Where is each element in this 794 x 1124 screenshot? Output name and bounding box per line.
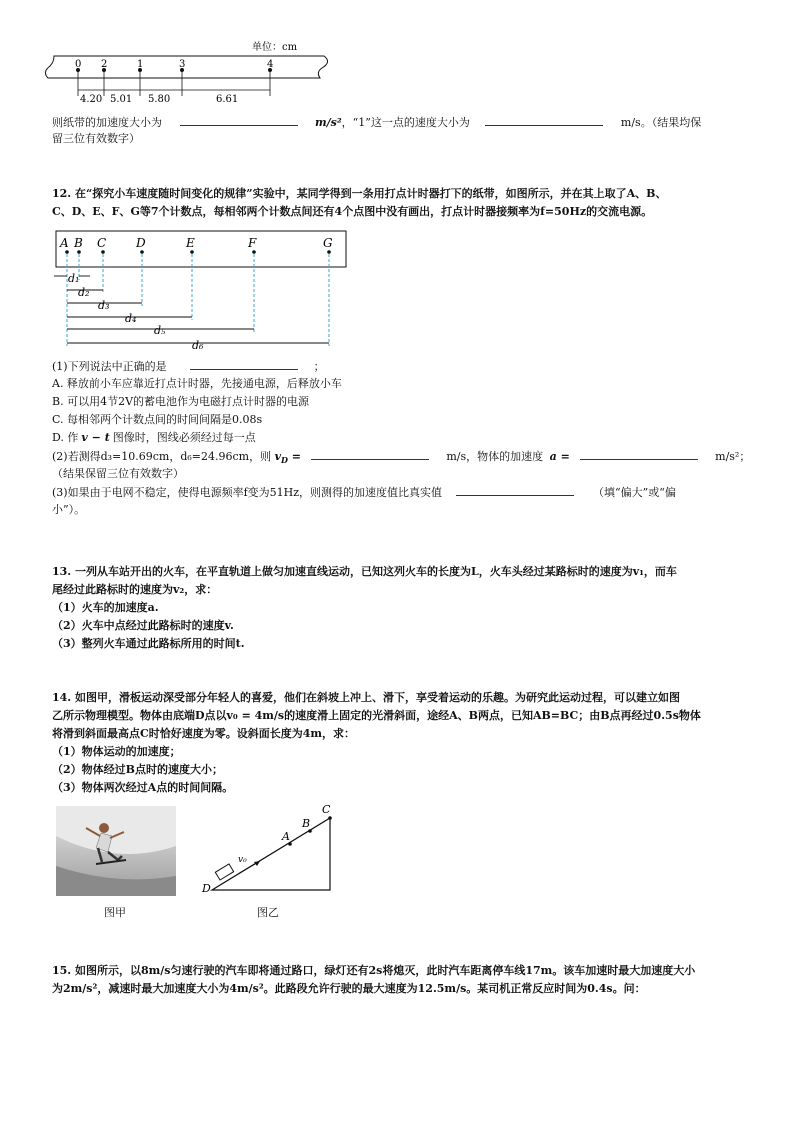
point-B-label: B	[302, 817, 311, 830]
q12-blank-1[interactable]	[190, 357, 298, 370]
q14-stem-line3: 将滑到斜面最高点C时恰好速度为零。设斜面长度为4m，求：	[52, 727, 356, 740]
fig1-caption: 图甲	[104, 906, 126, 919]
tape-point-1: 1	[137, 59, 144, 70]
distance-0-2: 4.20	[80, 94, 103, 105]
label-d1: d₁	[68, 272, 80, 285]
q11-line2: 留三位有效数字）	[52, 132, 140, 145]
label-d3: d₃	[98, 299, 110, 312]
ticker-tape-figure-top	[40, 36, 340, 106]
tape-point-3: 3	[179, 59, 186, 70]
q14-stem-line2: 乙所示物理模型。物体由底端D点以v₀ = 4m/s的速度滑上固定的光滑斜面，途经A、B两点，已知AB=BC；由B点再经过0.5s物体	[52, 709, 701, 722]
q13-item-3: （3）整列火车通过此路标所用的时间t.	[52, 637, 245, 650]
point-A: A	[60, 236, 69, 250]
q13-item-2: （2）火车中点经过此路标时的速度v.	[52, 619, 234, 632]
q12-sub2-line2: （结果保留三位有效数字）	[52, 467, 184, 480]
label-d4: d₄	[125, 312, 137, 325]
q12-stem-line1: 12. 在“探究小车速度随时间变化的规律”实验中，某同学得到一条用打点计时器打下的纸带，如图所示，并在其上取了A、B、	[52, 187, 667, 200]
point-G: G	[323, 236, 333, 250]
skateboard-photo	[56, 806, 176, 896]
point-D: D	[136, 236, 146, 250]
q12-blank-a[interactable]	[580, 447, 698, 460]
point-D-label: D	[202, 882, 211, 895]
q12-blank-3[interactable]	[456, 483, 574, 496]
q13-stem-line2: 尾经过此路标时的速度为v₂，求：	[52, 583, 218, 596]
q12-option-a: A. 释放前小车应靠近打点计时器，先接通电源，后释放小车	[52, 377, 342, 390]
q14-item-1: （1）物体运动的加速度；	[52, 745, 181, 758]
q15-stem-line2: 为2m/s²，减速时最大加速度大小为4m/s²。此路段允许行驶的最大速度为12.5m/s。某司机正常反应时间为0.4s。问：	[52, 982, 646, 995]
q14-item-3: （3）物体两次经过A点的时间间隔。	[52, 781, 234, 794]
q12-option-b: B. 可以用4节2V的蓄电池作为电磁打点计时器的电源	[52, 395, 310, 408]
tape-point-2: 2	[101, 59, 108, 70]
point-C-label: C	[322, 803, 331, 816]
point-F: F	[248, 236, 257, 250]
point-C: C	[97, 236, 107, 250]
distance-1-3: 5.80	[148, 94, 171, 105]
point-E: E	[186, 236, 195, 250]
q12-sub3: (3)如果由于电网不稳定，使得电源频率f变为51Hz，则测得的加速度值比真实值 （填“偏大”或“偏	[52, 483, 676, 502]
label-d2: d₂	[78, 286, 90, 299]
q11-line1: 则纸带的加速度大小为 m/s²，“1”这一点的速度大小为 m/s。（结果均保	[52, 113, 701, 132]
fig2-caption: 图乙	[257, 906, 279, 919]
q12-sub3-line2: 小”）。	[52, 503, 86, 516]
unit-label: 单位：cm	[252, 42, 298, 53]
q13-item-1: （1）火车的加速度a.	[52, 601, 159, 614]
q12-option-d: D. 作 v − t 图像时，图线必须经过每一点	[52, 431, 256, 444]
q11-blank-acceleration[interactable]	[180, 113, 298, 126]
q12-stem-line2: C、D、E、F、G等7个计数点，每相邻两个计数点间还有4个点图中没有画出，打点计时器接频率为f=50Hz的交流电源。	[52, 205, 653, 218]
q12-sub2: (2)若测得d₃=10.69cm，d₆=24.96cm，则 $v_D = m/s$，物体的加速度 a = m/s²；	[52, 447, 750, 469]
tape-point-4: 4	[267, 59, 274, 70]
q14-stem-line1: 14. 如图甲，滑板运动深受部分年轻人的喜爱，他们在斜坡上冲上、滑下，享受着运动的乐趣。为研究此运动过程，可以建立如图	[52, 691, 680, 704]
q15-stem-line1: 15. 如图所示，以8m/s匀速行驶的汽车即将通过路口，绿灯还有2s将熄灭，此时汽车距离停车线17m。该车加速时最大加速度大小	[52, 964, 696, 977]
q13-stem-line1: 13. 一列从车站开出的火车，在平直轨道上做匀加速直线运动，已知这列火车的长度为L，火车头经过某路标时的速度为v₁，而车	[52, 565, 677, 578]
label-d5: d₅	[154, 324, 166, 337]
incline-diagram	[198, 800, 348, 900]
q11-blank-velocity[interactable]	[485, 113, 603, 126]
v0-label: v₀	[238, 855, 247, 865]
q12-option-c: C. 每相邻两个计数点间的时间间隔是0.08s	[52, 413, 263, 426]
point-B: B	[74, 236, 83, 250]
q12-sub1: (1)下列说法中正确的是 ；	[52, 357, 325, 376]
point-A-label: A	[282, 830, 290, 843]
tape-point-0: 0	[75, 59, 82, 70]
q12-blank-vd[interactable]	[311, 447, 429, 460]
ticker-tape-figure-q12	[50, 228, 360, 350]
label-d6: d₆	[192, 339, 204, 350]
q14-item-2: （2）物体经过B点时的速度大小；	[52, 763, 223, 776]
distance-3-4: 6.61	[216, 94, 239, 105]
distance-2-1: 5.01	[110, 94, 133, 105]
